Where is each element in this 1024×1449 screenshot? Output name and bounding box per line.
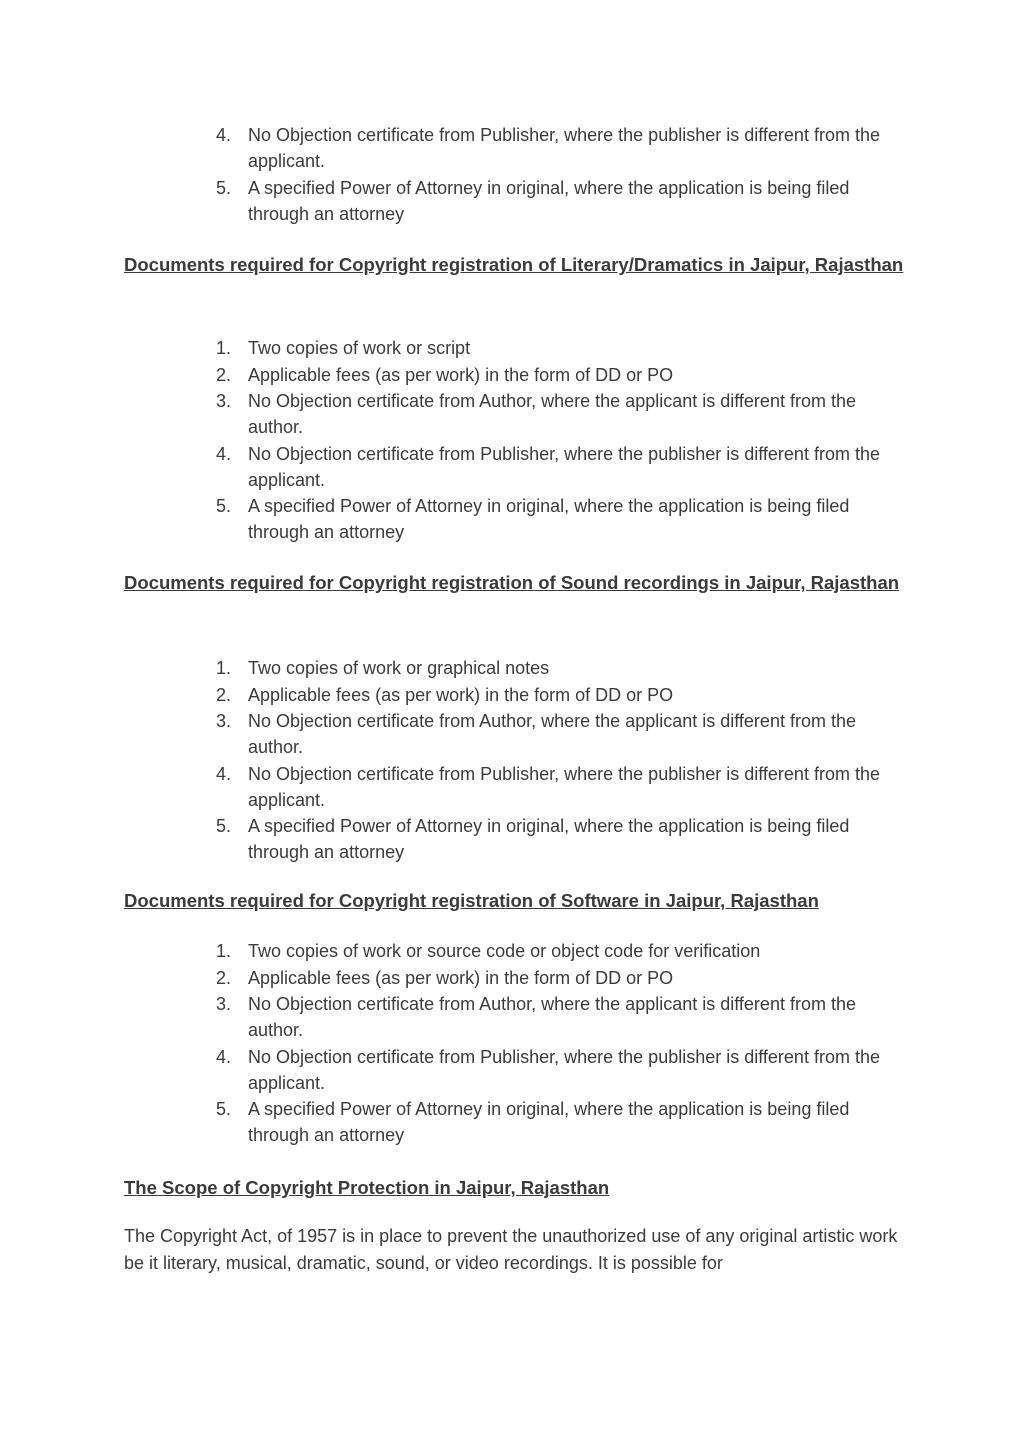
- list-item-text: No Objection certificate from Publisher, where the publisher is different from the applicant.: [248, 125, 880, 171]
- list-item-text: No Objection certificate from Publisher, where the publisher is different from the applicant.: [248, 763, 880, 810]
- list-item-text: Two copies of work or source code or object code for verification: [248, 941, 761, 961]
- list-item-text: No Objection certificate from Author, where the applicant is different from the author.: [248, 994, 856, 1040]
- list-item-number: 5.: [216, 816, 232, 836]
- list-item-text: Applicable fees (as per work) in the form of DD or PO: [248, 967, 674, 988]
- sound-list: [212, 655, 902, 866]
- list-item-text: No Objection certificate from Author, where the applicant is different from the author.: [248, 391, 856, 437]
- list-item-number: 4.: [216, 763, 232, 784]
- list-item-number: 4.: [216, 443, 232, 464]
- list-item-number: 5.: [216, 1099, 232, 1119]
- list-item-number: 2.: [216, 967, 232, 988]
- list-item: [212, 493, 902, 545]
- list-item: [212, 655, 902, 681]
- list-item-number: 5.: [216, 177, 232, 198]
- list-item-text: A specified Power of Attorney in original, where the application is being filed through an attorney: [248, 816, 850, 862]
- list-item-number: 1.: [216, 658, 232, 678]
- list-item-text: No Objection certificate from Publisher, where the publisher is different from the applicant.: [248, 1046, 880, 1093]
- literary-list: [212, 335, 902, 546]
- list-item-number: 3.: [216, 994, 232, 1014]
- list-item-number: 2.: [216, 364, 232, 385]
- list-item: [212, 761, 902, 813]
- section-heading-software: Documents required for Copyright registration of Software in Jaipur, Rajasthan: [124, 890, 819, 911]
- list-item: [212, 965, 902, 991]
- list-item: [212, 1044, 902, 1096]
- list-item-text: No Objection certificate from Publisher, where the publisher is different from the applicant.: [248, 443, 880, 490]
- list-item-text: A specified Power of Attorney in original, where the application is being filed through an attorney: [248, 177, 850, 224]
- list-item-text: A specified Power of Attorney in original, where the application is being filed through an attorney: [248, 1099, 850, 1145]
- section-heading-literary: Documents required for Copyright registration of Literary/Dramatics in Jaipur, Rajasthan: [124, 254, 904, 275]
- list-item: [212, 362, 902, 388]
- list-item-text: A specified Power of Attorney in original, where the application is being filed through an attorney: [248, 496, 850, 542]
- list-item-number: 5.: [216, 496, 232, 516]
- list-item-number: 1.: [216, 338, 232, 358]
- section-heading-sound: Documents required for Copyright registration of Sound recordings in Jaipur, Rajasthan: [124, 572, 900, 593]
- list-item-text: Applicable fees (as per work) in the form of DD or PO: [248, 684, 674, 705]
- list-item-number: 1.: [216, 941, 232, 961]
- list-item: [212, 335, 902, 361]
- list-item: [212, 388, 902, 440]
- list-item: [212, 813, 902, 865]
- list-item: [212, 1096, 902, 1148]
- list-item: [212, 175, 902, 227]
- list-item: [212, 682, 902, 708]
- list-item: [212, 708, 902, 760]
- list-item: [212, 991, 902, 1043]
- list-item-text: Applicable fees (as per work) in the form of DD or PO: [248, 364, 674, 385]
- list-item-number: 3.: [216, 711, 232, 731]
- section-heading-scope: The Scope of Copyright Protection in Jaipur, Rajasthan: [124, 1177, 610, 1198]
- software-list: [212, 938, 902, 1149]
- list-item-text: No Objection certificate from Author, where the applicant is different from the author.: [248, 711, 856, 757]
- list-item-number: 3.: [216, 391, 232, 411]
- scope-paragraph: The Copyright Act, of 1957 is in place to prevent the unauthorized use of any original artistic work be it literary, musical, dramatic, sound, or video recordings. It is possible for: [124, 1226, 898, 1273]
- list-item-number: 2.: [216, 684, 232, 705]
- top-list: [212, 122, 902, 227]
- list-item-text: Two copies of work or script: [248, 338, 471, 358]
- list-item: [212, 122, 902, 174]
- list-item-number: 4.: [216, 1046, 232, 1067]
- list-item: [212, 938, 902, 964]
- list-item-number: 4.: [216, 125, 232, 145]
- list-item-text: Two copies of work or graphical notes: [248, 658, 550, 678]
- list-item: [212, 441, 902, 493]
